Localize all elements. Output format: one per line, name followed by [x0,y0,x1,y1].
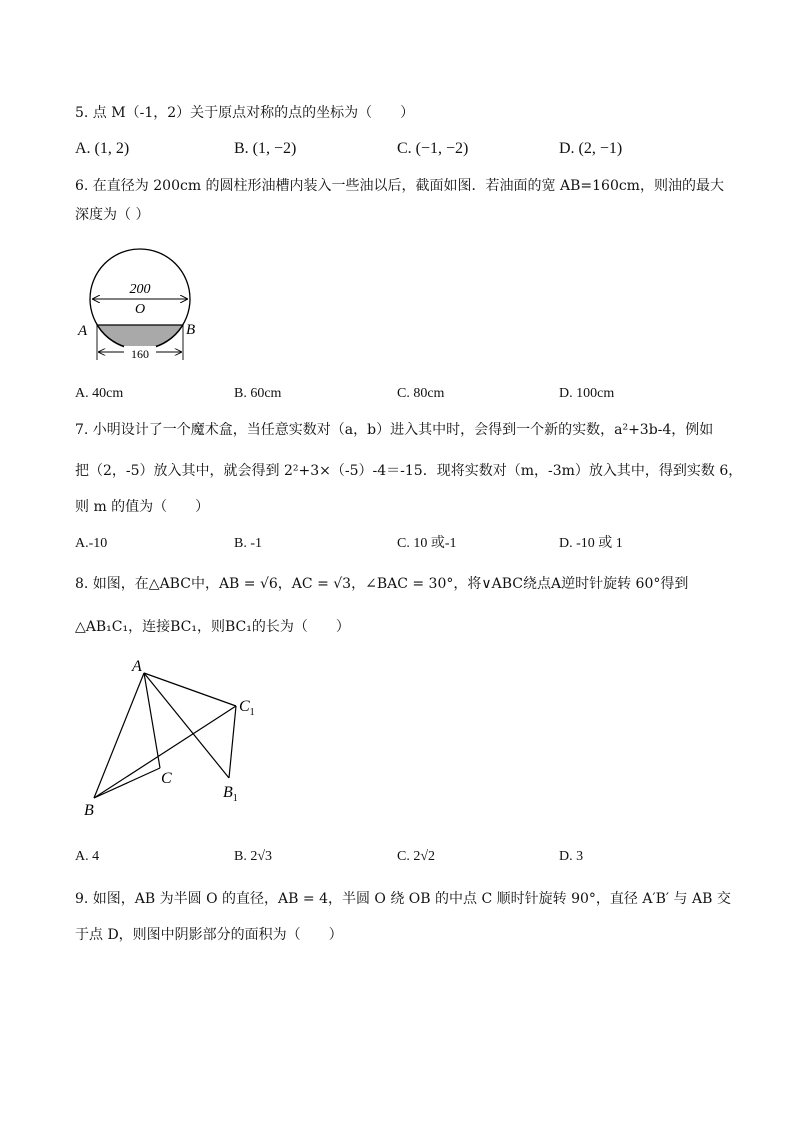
q7-option-b: B. -1 [234,536,262,551]
q8-option-b: B. 2√3 [234,849,273,864]
oil-segment [97,325,183,349]
q8-option-d: D. 3 [559,849,584,864]
diameter-label: 200 [129,282,151,297]
q8-option-c: C. 2√2 [397,849,436,864]
label-b1: $B_1$ [223,784,238,804]
segment-ac [144,673,160,768]
q7-option-c: C. 10 或-1 [397,536,457,551]
label-a: A [132,658,142,675]
chord-length-label: 160 [131,347,149,361]
label-c: C [161,770,172,787]
q7-option-d: D. -10 或 1 [559,536,623,551]
q7-option-a: A.-10 [75,536,108,551]
point-a-label: A [78,323,88,339]
q5-stem: 5. 点 M（-1，2）关于原点对称的点的坐标为（ ） [75,105,415,121]
q5-option-a: A. (1, 2) [75,140,130,157]
q5-option-c: C. (−1, −2) [397,140,469,157]
q7-stem-line3: 则 m 的值为（ ） [75,499,210,515]
q8-rotation-figure [80,655,270,825]
q7-stem-line2: 把（2，-5）放入其中，就会得到 2²+3×（-5）-4＝-15．现将实数对（m，-3m）放入其中，得到实数 6， [75,463,743,479]
label-c1: $C_1$ [239,698,255,718]
segment-b1c1 [229,706,236,778]
q8-stem-line1: 8. 如图，在△ABC中，AB = √6，AC = √3，∠BAC = 30°，将∨ABC绕点A逆时针旋转 60°得到 [75,576,689,592]
center-label: O [134,302,146,317]
q6-option-a: A. 40cm [75,386,124,401]
q8-option-a: A. 4 [75,849,100,864]
q6-option-c: C. 80cm [397,386,445,401]
q6-oil-tank-figure [76,244,201,366]
q8-stem-line2: △AB₁C₁，连接BC₁，则BC₁的长为（ ） [75,619,350,635]
q6-option-b: B. 60cm [234,386,282,401]
point-b-label: B [186,322,196,338]
q6-stem-line1: 6. 在直径为 200cm 的圆柱形油槽内装入一些油以后，截面如图．若油面的宽 AB=160cm，则油的最大 [75,178,724,194]
label-b: B [84,802,94,819]
q5-option-d: D. (2, −1) [559,140,623,157]
q6-stem-line2: 深度为（ ） [75,207,150,223]
q6-option-d: D. 100cm [559,386,615,401]
q7-stem-line1: 7. 小明设计了一个魔术盒，当任意实数对（a，b）进入其中时，会得到一个新的实数，a²+3b-4，例如 [75,422,714,438]
q5-option-b: B. (1, −2) [234,140,297,157]
q9-stem-line2: 于点 D，则图中阴影部分的面积为（ ） [75,927,343,943]
q9-stem-line1: 9. 如图，AB 为半圆 O 的直径，AB = 4，半圆 O 绕 OB 的中点 C 顺时针旋转 90°，直径 A′B′ 与 AB 交 [75,891,731,907]
